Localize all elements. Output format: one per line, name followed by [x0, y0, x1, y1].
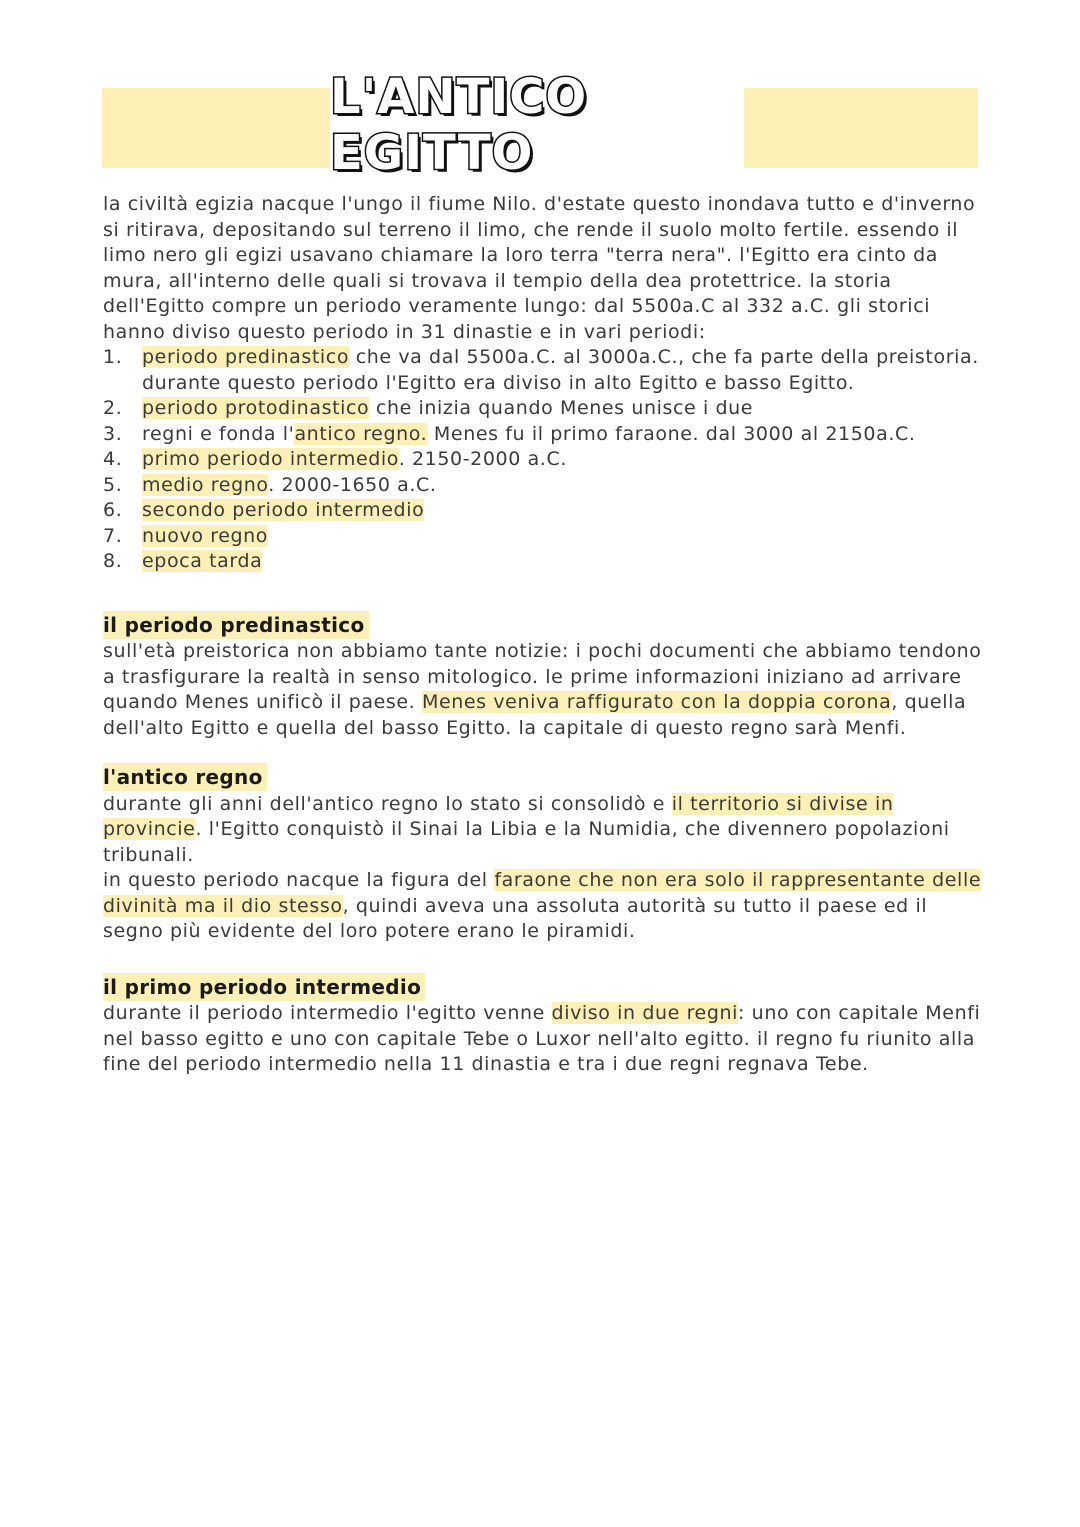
list-rest: . 2000-1650 a.C.	[268, 473, 437, 496]
text-run: , quindi aveva una assoluta autorità su tutto il paese ed il segno più evidente del loro potere erano le piramidi.	[103, 894, 928, 942]
section-heading-predinastico: il periodo predinastico	[103, 611, 369, 639]
highlighted-term: epoca tarda	[142, 550, 263, 572]
list-text	[142, 345, 983, 396]
periods-list	[103, 345, 983, 575]
list-item	[103, 498, 983, 524]
text-run: , quella dell'alto Egitto e quella del basso Egitto. la capitale di questo regno sarà Menfi.	[103, 691, 967, 739]
list-rest: che va dal 5500a.C. al 3000a.C., che fa parte della preistoria. durante questo periodo l'Egitto era diviso in alto Egitto e basso Egitto.	[142, 346, 979, 394]
list-item	[103, 345, 983, 396]
paragraph-predinastico	[103, 639, 983, 741]
page-title: L'ANTICO EGITTO	[330, 69, 588, 181]
highlighted-term: primo periodo intermedio	[142, 448, 399, 470]
paragraph-antico-regno-2	[103, 868, 983, 945]
list-item	[103, 422, 983, 448]
list-text	[142, 498, 983, 524]
list-text	[142, 549, 983, 575]
list-item	[103, 524, 983, 550]
text-run: : uno con capitale Menfi nel basso egitto e uno con capitale Tebe o Luxor nell'alto egitto. il regno fu riunito alla fine del periodo intermedio nella 11 dinastia e tra i due regni regnava Tebe.	[103, 1002, 981, 1075]
list-number: 2.	[103, 397, 123, 419]
highlighted-term: periodo protodinastico	[142, 397, 370, 419]
text-run: in questo periodo nacque la figura del	[103, 869, 495, 891]
list-pre: regni e fonda l'	[142, 422, 295, 445]
title-box	[330, 69, 744, 181]
section-heading-primo-intermedio: il primo periodo intermedio	[103, 973, 425, 1001]
text-run: durante il periodo intermedio l'egitto venne	[103, 1002, 552, 1024]
highlighted-term: nuovo regno	[142, 524, 269, 547]
highlighted-term: medio regno	[142, 473, 269, 496]
list-number: 5.	[103, 473, 123, 496]
document-body	[103, 192, 983, 1078]
section-heading-antico-regno: l'antico regno	[103, 763, 267, 791]
list-number: 4.	[103, 448, 123, 470]
list-text	[142, 473, 983, 499]
text-run: durante gli anni dell'antico regno lo stato si consolidò e	[103, 792, 672, 815]
list-text	[142, 422, 983, 448]
paragraph-primo-intermedio	[103, 1001, 983, 1078]
list-rest: che inizia quando Menes unisce i due	[369, 397, 754, 419]
list-number: 7.	[103, 524, 123, 547]
highlighted-phrase: il territorio si divise in provincie	[103, 792, 894, 840]
list-item	[103, 549, 983, 575]
highlighted-term: antico regno.	[294, 422, 428, 445]
highlighted-phrase: diviso in due regni	[551, 1002, 739, 1024]
highlighted-phrase: faraone che non era solo il rappresentante delle divinità ma il dio stesso	[103, 869, 982, 917]
text-run: . l'Egitto conquistò il Sinai la Libia e la Numidia, che divennero popolazioni tribunali.	[103, 818, 950, 866]
list-number: 3.	[103, 422, 123, 445]
highlighted-phrase: Menes veniva raffigurato con la doppia corona	[421, 691, 892, 713]
paragraph-antico-regno-1	[103, 792, 983, 869]
list-text	[142, 396, 983, 422]
list-number: 1.	[103, 346, 123, 368]
list-rest: Menes fu il primo faraone. dal 3000 al 2150a.C.	[427, 422, 916, 445]
highlighted-term: periodo predinastico	[142, 346, 350, 368]
text-run: sull'età preistorica non abbiamo tante notizie: i pochi documenti che abbiamo tendono a trasfigurare la realtà in senso mitologico. le prime informazioni iniziano ad arrivare quando Menes unificò il paese.	[103, 640, 982, 713]
intro-paragraph: la civiltà egizia nacque l'ungo il fiume Nilo. d'estate questo inondava tutto e d'inverno si ritirava, depositando sul terreno il limo, che rende il suolo molto fertile. essendo il limo nero gli egizi usavano chiamare la loro terra "terra nera". l'Egitto era cinto da mura, all'interno delle quali si trovava il tempio della dea protettrice. la storia dell'Egitto compre un periodo veramente lungo: dal 5500a.C al 332 a.C. gli storici hanno diviso questo periodo in 31 dinastie e in vari periodi:	[103, 193, 976, 343]
list-number: 8.	[103, 550, 123, 572]
list-number: 6.	[103, 499, 123, 521]
list-item	[103, 447, 983, 473]
list-text	[142, 447, 983, 473]
list-item	[103, 396, 983, 422]
list-text	[142, 524, 983, 550]
list-rest: . 2150-2000 a.C.	[398, 448, 567, 470]
list-item	[103, 473, 983, 499]
highlighted-term: secondo periodo intermedio	[142, 499, 425, 521]
